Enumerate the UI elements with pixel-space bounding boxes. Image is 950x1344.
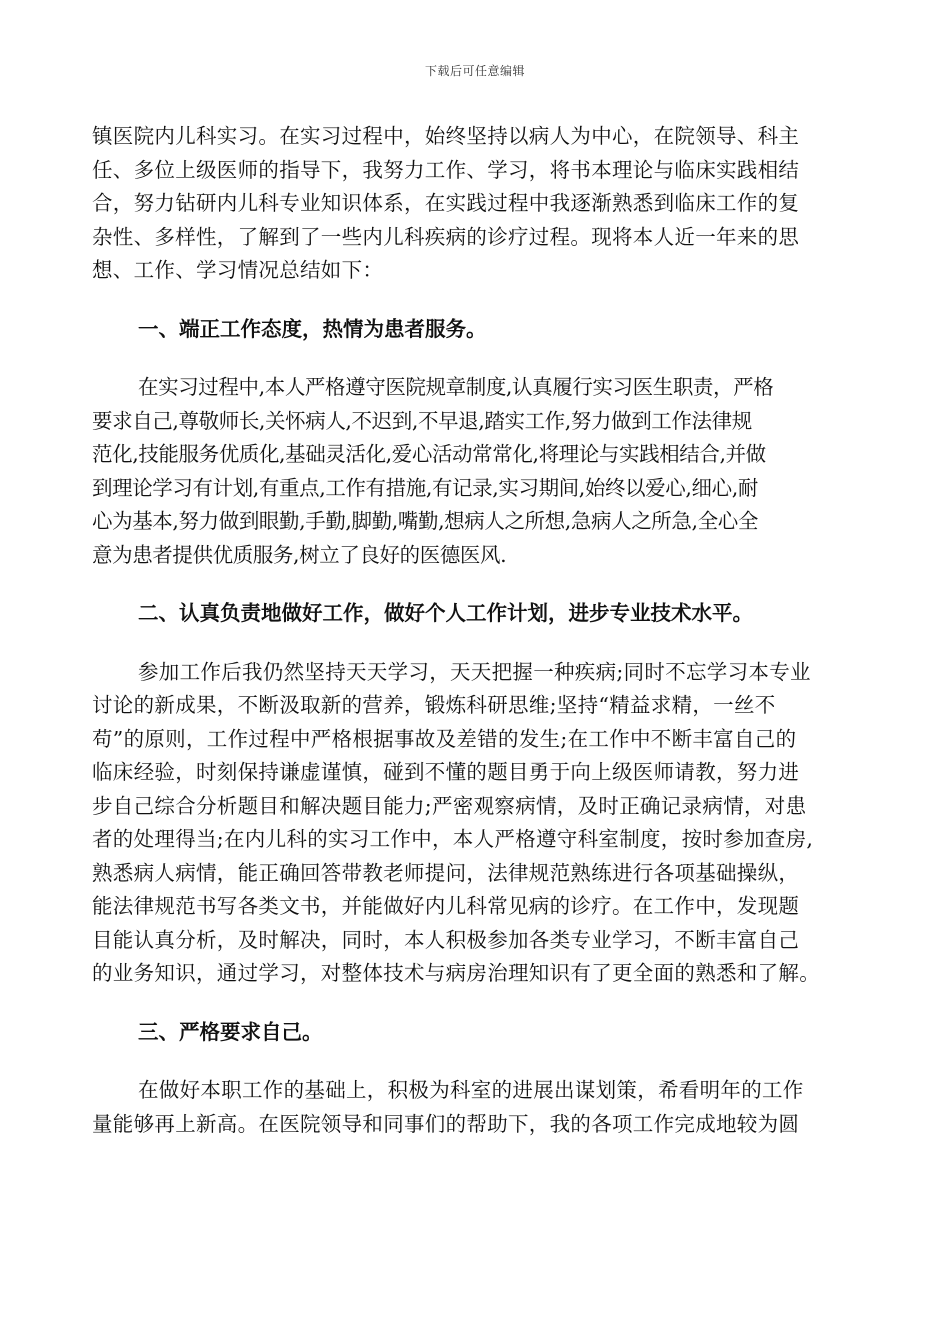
section-1-paragraph (92, 371, 860, 572)
text-line: 意为患者提供优质服务,树立了良好的医德医风. (92, 542, 507, 567)
text-line: 心为基本,努力做到眼勤,手勤,脚勤,嘴勤,想病人之所想,急病人之所急,全心全 (92, 509, 758, 533)
text-line: 苟”的原则，工作过程中严格根据事故及差错的发生;在工作中不断丰富自己的 (92, 726, 797, 751)
text-line: 能法律规范书写各类文书，并能做好内儿科常见病的诊疗。在工作中，发现题 (92, 894, 800, 918)
text-line: 到理论学习有计划,有重点,工作有措施,有记录,实习期间,始终以爱心,细心,耐 (92, 475, 758, 500)
text-line: 目能认真分析，及时解决，同时，本人积极参加各类专业学习，不断丰富自己 (92, 927, 800, 952)
text-line: 任、多位上级医师的指导下，我努力工作、学习，将书本理论与临床实践相结 (92, 157, 800, 182)
text-line: 熟悉病人病情，能正确回答带教老师提问，法律规范熟练进行各项基础操纵， (92, 860, 800, 885)
text-line: 者的处理得当;在内儿科的实习工作中，本人严格遵守科室制度，按时参加查房, (92, 827, 814, 851)
section-3-paragraph (92, 1074, 860, 1141)
section-2-paragraph (92, 656, 860, 991)
text-line: 在做好本职工作的基础上，积极为科室的进展出谋划策，希看明年的工作 (138, 1078, 804, 1102)
text-line: 在实习过程中,本人严格遵守医院规章制度,认真履行实习医生职责，严格 (138, 375, 774, 399)
text-line: 步自己综合分析题目和解决题目能力;严密观察病情，及时正确记录病情，对患 (92, 793, 807, 818)
text-line: 合，努力钻研内儿科专业知识体系，在实践过程中我逐渐熟悉到临床工作的复 (92, 191, 800, 215)
page-header: 下载后可任意编辑 (424, 64, 525, 78)
section-heading-1: 一、端正工作态度，热情为患者服务。 (138, 316, 487, 341)
text-line: 镇医院内儿科实习。在实习过程中，始终坚持以病人为中心，在院领导、科主 (92, 124, 800, 148)
text-line: 想、工作、学习情况总结如下： (92, 258, 384, 282)
intro-paragraph (92, 120, 860, 288)
text-line: 杂性、多样性，了解到了一些内儿科疾病的诊疗过程。现将本人近一年来的思 (92, 224, 800, 249)
text-line: 的业务知识，通过学习，对整体技术与病房治理知识有了更全面的熟悉和了解。 (92, 961, 820, 985)
document-body (92, 120, 860, 1141)
section-heading-2: 二、认真负责地做好工作，做好个人工作计划，进步专业技术水平。 (138, 601, 753, 625)
text-line: 范化,技能服务优质化,基础灵活化,爱心活动常常化,将理论与实践相结合,并做 (92, 442, 766, 466)
text-line: 量能够再上新高。在医院领导和同事们的帮助下，我的各项工作完成地较为圆 (92, 1111, 800, 1136)
text-line: 临床经验，时刻保持谦虚谨慎，碰到不懂的题目勇于向上级医师请教，努力进 (92, 760, 800, 784)
section-heading-3: 三、严格要求自己。 (138, 1019, 323, 1044)
text-line: 要求自己,尊敬师长,关怀病人,不迟到,不早退,踏实工作,努力做到工作法律规 (92, 408, 752, 433)
text-line: 参加工作后我仍然坚持天天学习，天天把握一种疾病;同时不忘学习本专业 (138, 659, 811, 684)
text-line: 讨论的新成果，不断汲取新的营养，锻炼科研思维;坚持“精益求精，一丝不 (92, 693, 776, 717)
